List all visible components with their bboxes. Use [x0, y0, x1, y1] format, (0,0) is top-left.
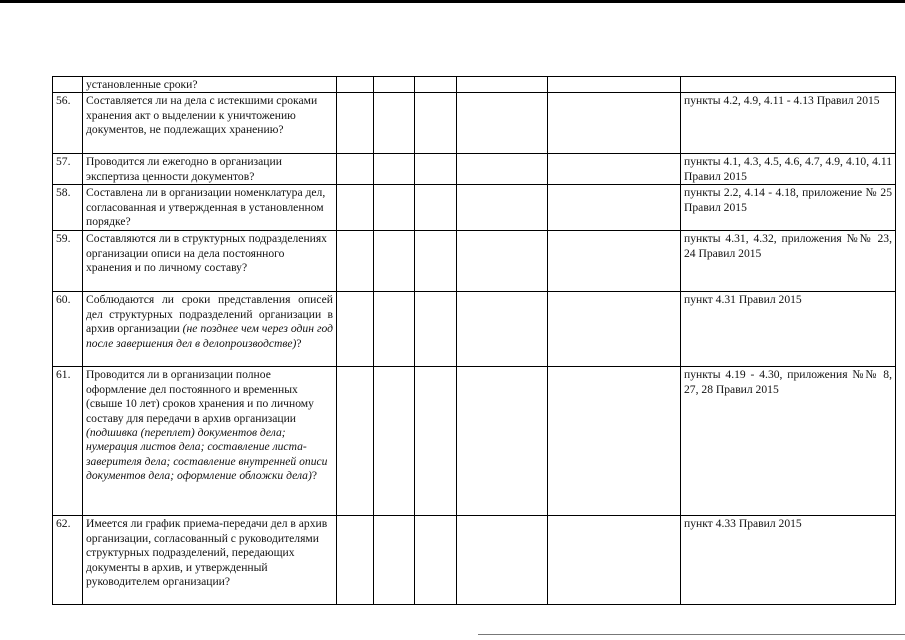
empty-cell — [337, 185, 374, 231]
row-number: 61. — [53, 367, 83, 516]
row-number: 57. — [53, 154, 83, 185]
empty-cell — [457, 77, 548, 93]
question-text: Составляется ли на дела с истекшими сроками хранения акт о выделении к уничтожению документов, не подлежащих хранению? — [86, 94, 318, 137]
reference-cell: пункты 4.2, 4.9, 4.11 - 4.13 Правил 2015 — [681, 93, 896, 154]
question-cell — [83, 231, 337, 292]
empty-cell — [548, 77, 681, 93]
question-text: Имеется ли график приема-передачи дел в архив организации, согласованный с руководителями структурных подразделений, передающих документы в архив, и утвержденный руководителем организации? — [86, 517, 328, 589]
table-row — [53, 185, 896, 231]
empty-cell — [548, 292, 681, 367]
empty-cell — [548, 516, 681, 605]
row-number: 58. — [53, 185, 83, 231]
empty-cell — [374, 154, 415, 185]
table-row — [53, 292, 896, 367]
empty-cell — [374, 367, 415, 516]
reference-cell: пункты 4.1, 4.3, 4.5, 4.6, 4.7, 4.9, 4.10, 4.11 Правил 2015 — [681, 154, 896, 185]
reference-cell: пункты 4.19 - 4.30, приложения №№ 8, 27, 28 Правил 2015 — [681, 367, 896, 516]
row-number: 56. — [53, 93, 83, 154]
question-text: Составлена ли в организации номенклатура дел, согласованная и утвержденная в установленном порядке? — [86, 186, 326, 229]
question-text: Проводится ли в организации полное оформление дел постоянного и временных (свыше 10 лет) сроков хранения и по личному составу для передачи в архив организации — [86, 368, 314, 425]
question-italic-note: (подшивка (переплет) документов дела; нумерация листов дела; составление листа-заверителя дела; составление внутренней описи документов дела; оформление обложки дела) — [86, 426, 328, 483]
empty-cell — [374, 93, 415, 154]
reference-cell: пункты 2.2, 4.14 - 4.18, приложение № 25 Правил 2015 — [681, 185, 896, 231]
empty-cell — [337, 154, 374, 185]
table-row — [53, 367, 896, 516]
empty-cell — [337, 231, 374, 292]
empty-cell — [415, 231, 457, 292]
empty-cell — [415, 154, 457, 185]
reference-cell: пункты 4.31, 4.32, приложения №№ 23, 24 Правил 2015 — [681, 231, 896, 292]
empty-cell — [374, 292, 415, 367]
row-number: 60. — [53, 292, 83, 367]
reference-cell — [681, 77, 896, 93]
empty-cell — [548, 231, 681, 292]
bottom-scan-line — [478, 634, 905, 635]
empty-cell — [415, 185, 457, 231]
empty-cell — [457, 292, 548, 367]
question-text: Проводится ли ежегодно в организации экспертиза ценности документов? — [86, 155, 282, 183]
empty-cell — [337, 367, 374, 516]
question-italic-note: (не позднее чем через один год после завершения дел в делопроизводстве) — [86, 322, 333, 350]
empty-cell — [374, 77, 415, 93]
question-cell — [83, 154, 337, 185]
empty-cell — [415, 77, 457, 93]
empty-cell — [374, 231, 415, 292]
table-row — [53, 154, 896, 185]
empty-cell — [457, 367, 548, 516]
empty-cell — [457, 516, 548, 605]
empty-cell — [337, 77, 374, 93]
row-number: 62. — [53, 516, 83, 605]
reference-cell: пункт 4.31 Правил 2015 — [681, 292, 896, 367]
question-cell — [83, 292, 337, 367]
empty-cell — [457, 185, 548, 231]
empty-cell — [548, 154, 681, 185]
empty-cell — [415, 93, 457, 154]
row-number: 59. — [53, 231, 83, 292]
question-cell — [83, 367, 337, 516]
empty-cell — [548, 367, 681, 516]
top-border-line — [0, 0, 905, 3]
table-row — [53, 77, 896, 93]
empty-cell — [457, 93, 548, 154]
empty-cell — [337, 292, 374, 367]
question-cell — [83, 185, 337, 231]
question-tail: ? — [311, 469, 317, 483]
empty-cell — [374, 185, 415, 231]
empty-cell — [415, 367, 457, 516]
empty-cell — [415, 292, 457, 367]
empty-cell — [457, 231, 548, 292]
row-number — [53, 77, 83, 93]
question-text: Составляются ли в структурных подразделениях организации описи на дела постоянного хранения и по личному составу? — [86, 232, 327, 275]
question-tail: ? — [296, 336, 302, 350]
empty-cell — [337, 516, 374, 605]
checklist-table — [52, 76, 896, 605]
empty-cell — [374, 516, 415, 605]
empty-cell — [415, 516, 457, 605]
empty-cell — [457, 154, 548, 185]
question-text: Соблюдаются ли сроки представления описей дел структурных подразделений организации в архив организации — [86, 293, 333, 336]
reference-cell: пункт 4.33 Правил 2015 — [681, 516, 896, 605]
empty-cell — [337, 93, 374, 154]
question-text: установленные сроки? — [86, 78, 198, 91]
question-cell — [83, 516, 337, 605]
empty-cell — [548, 185, 681, 231]
table-row — [53, 93, 896, 154]
table-row — [53, 516, 896, 605]
table-row — [53, 231, 896, 292]
question-cell — [83, 93, 337, 154]
question-cell — [83, 77, 337, 93]
empty-cell — [548, 93, 681, 154]
